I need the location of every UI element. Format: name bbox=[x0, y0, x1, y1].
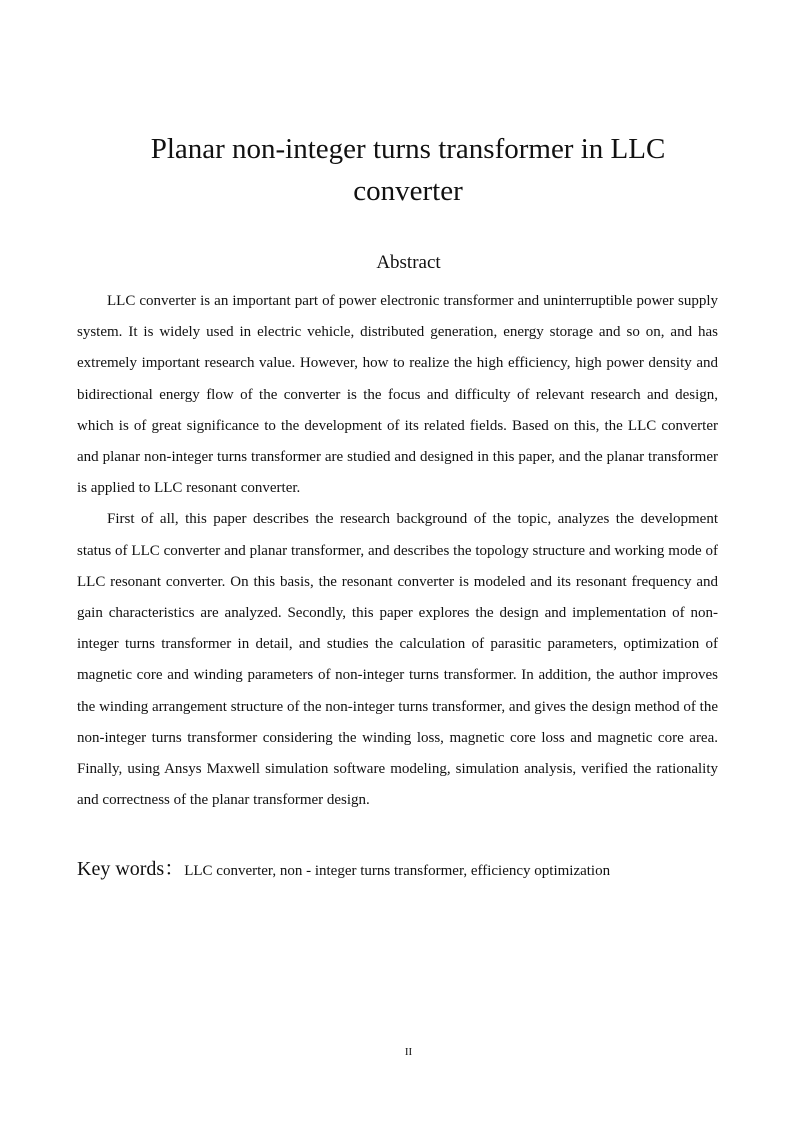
abstract-paragraph-2: First of all, this paper describes the research background of the topic, analyzes the development status of LLC converter and planar transformer, and describes the topology structure and working mode of LLC resonant converter. On this basis, the resonant converter is modeled and its resonant frequency and gain characteristics are analyzed. Secondly, this paper explores the design and implementation of non-integer turns transformer in detail, and studies the calculation of parasitic parameters, optimization of magnetic core and winding parameters of non-integer turns transformer. In addition, the author improves the winding arrangement structure of the non-integer turns transformer, and gives the design method of the non-integer turns transformer considering the winding loss, magnetic core loss and magnetic core area. Finally, using Ansys Maxwell simulation software modeling, simulation analysis, verified the rationality and correctness of the planar transformer design. bbox=[77, 511, 718, 809]
keywords-label: Key words： bbox=[77, 858, 185, 880]
keywords-value: LLC converter, non - integer turns transformer, efficiency optimization bbox=[184, 863, 611, 879]
page-number: II bbox=[404, 1046, 413, 1058]
keywords-line bbox=[77, 855, 737, 885]
paper-title: Planar non-integer turns transformer in LLC converter bbox=[150, 133, 666, 207]
abstract-body bbox=[77, 286, 718, 816]
abstract-heading: Abstract bbox=[376, 252, 441, 273]
abstract-paragraph-1: LLC converter is an important part of power electronic transformer and uninterruptible power supply system. It is widely used in electric vehicle, distributed generation, energy storage and so on, and has extremely important research value. However, how to realize the high efficiency, high power density and bidirectional energy flow of the converter is the focus and difficulty of relevant research and design, which is of great significance to the development of its related fields. Based on this, the LLC converter and planar non-integer turns transformer are studied and designed in this paper, and the planar transformer is applied to LLC resonant converter. bbox=[77, 293, 718, 497]
